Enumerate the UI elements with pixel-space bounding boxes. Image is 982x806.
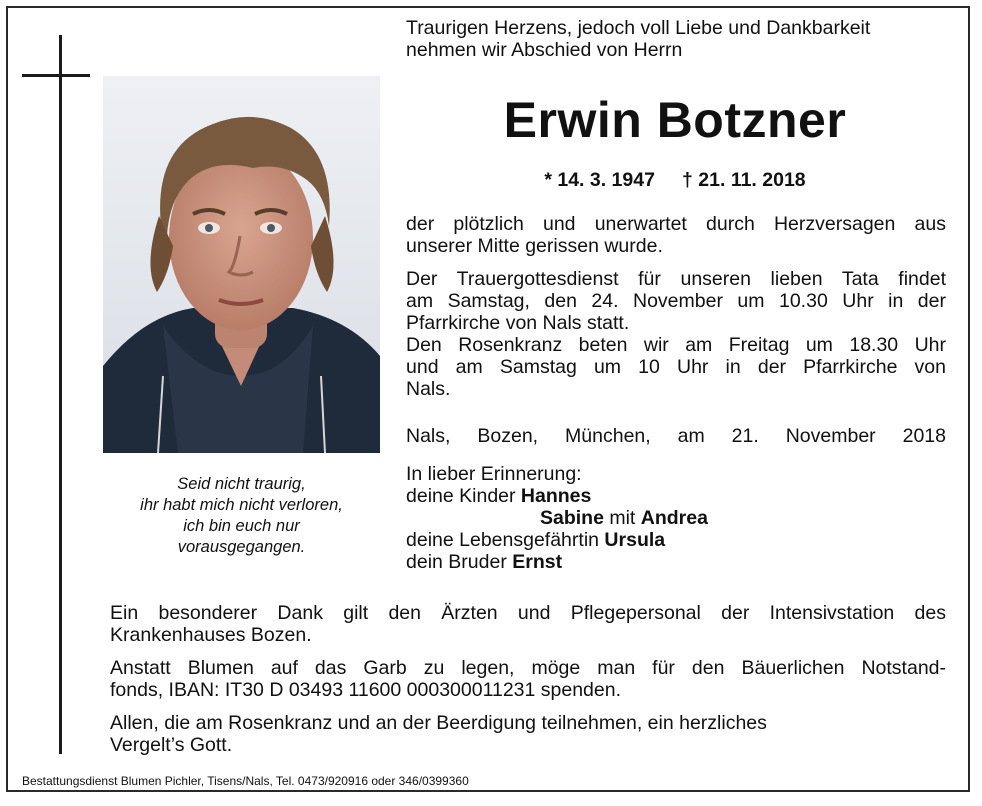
place-date: Nals, Bozen, München, am 21. November 2018 xyxy=(406,425,946,447)
cause-line: der plötzlich und unerwartet durch Herzversagen aus xyxy=(406,213,946,235)
child-name: Hannes xyxy=(520,485,592,507)
partner-name: Ursula xyxy=(604,529,666,551)
life-dates xyxy=(380,168,970,192)
thanks-line: Krankenhauses Bozen. xyxy=(110,624,312,646)
donation-text xyxy=(110,657,946,701)
thanks-line: Ein besonderer Dank gilt den Ärzten und Pflegepersonal der Intensivstation des xyxy=(110,602,946,624)
cross-icon xyxy=(59,35,62,754)
cross-icon-bar xyxy=(22,74,90,77)
memorial-quote xyxy=(103,474,380,558)
service-line: Nals. xyxy=(406,378,451,400)
cause-text xyxy=(406,213,946,257)
intro-text xyxy=(406,17,870,61)
service-text xyxy=(406,268,946,400)
service-line: Der Trauergottesdienst für unseren lieben Tata findet xyxy=(406,268,946,290)
gratitude-text xyxy=(110,712,767,756)
child-name: Sabine xyxy=(540,507,604,529)
gratitude-line: Allen, die am Rosenkranz und an der Beerdigung teilnehmen, ein herzliches xyxy=(110,712,767,734)
birth-date: * 14. 3. 1947 xyxy=(544,169,655,191)
donation-line: Anstatt Blumen auf das Garb zu legen, möge man für den Bäuerlichen Notstand- xyxy=(110,657,946,679)
quote-line: Seid nicht traurig, xyxy=(177,475,306,493)
cause-line: unserer Mitte gerissen wurde. xyxy=(406,235,663,257)
memory-block xyxy=(406,463,708,573)
memory-children: deine Kinder Hannes xyxy=(406,485,592,507)
funeral-home-footer: Bestattungsdienst Blumen Pichler, Tisens/Nals, Tel. 0473/920916 oder 346/0399360 xyxy=(22,774,469,788)
portrait-photo xyxy=(103,76,380,453)
death-date: † 21. 11. 2018 xyxy=(682,169,806,191)
gratitude-line: Vergelt’s Gott. xyxy=(110,734,233,756)
quote-line: ich bin euch nur xyxy=(183,517,300,535)
partner-of-child-name: Andrea xyxy=(640,507,708,529)
memory-heading: In lieber Erinnerung: xyxy=(406,463,582,485)
thanks-text xyxy=(110,602,946,646)
memory-brother: dein Bruder Ernst xyxy=(406,551,563,573)
service-line: Den Rosenkranz beten wir am Freitag um 18.30 Uhr xyxy=(406,334,946,356)
donation-line: fonds, IBAN: IT30 D 03493 11600 000300011231 spenden. xyxy=(110,679,622,701)
deceased-name: Erwin Botzner xyxy=(503,92,847,148)
memory-children-2: Sabine mit Andrea xyxy=(540,507,708,529)
service-line: am Samstag, den 24. November um 10.30 Uhr in der xyxy=(406,290,946,312)
quote-line: ihr habt mich nicht verloren, xyxy=(140,496,343,514)
service-line: Pfarrkirche von Nals statt. xyxy=(406,312,630,334)
service-line: und am Samstag um 10 Uhr in der Pfarrkirche von xyxy=(406,356,946,378)
intro-line: Traurigen Herzens, jedoch voll Liebe und Dankbarkeit xyxy=(406,17,871,39)
brother-name: Ernst xyxy=(512,551,563,573)
intro-line: nehmen wir Abschied von Herrn xyxy=(406,39,683,61)
memory-partner: deine Lebensgefährtin Ursula xyxy=(406,529,666,551)
quote-line: vorausgegangen. xyxy=(177,538,306,556)
